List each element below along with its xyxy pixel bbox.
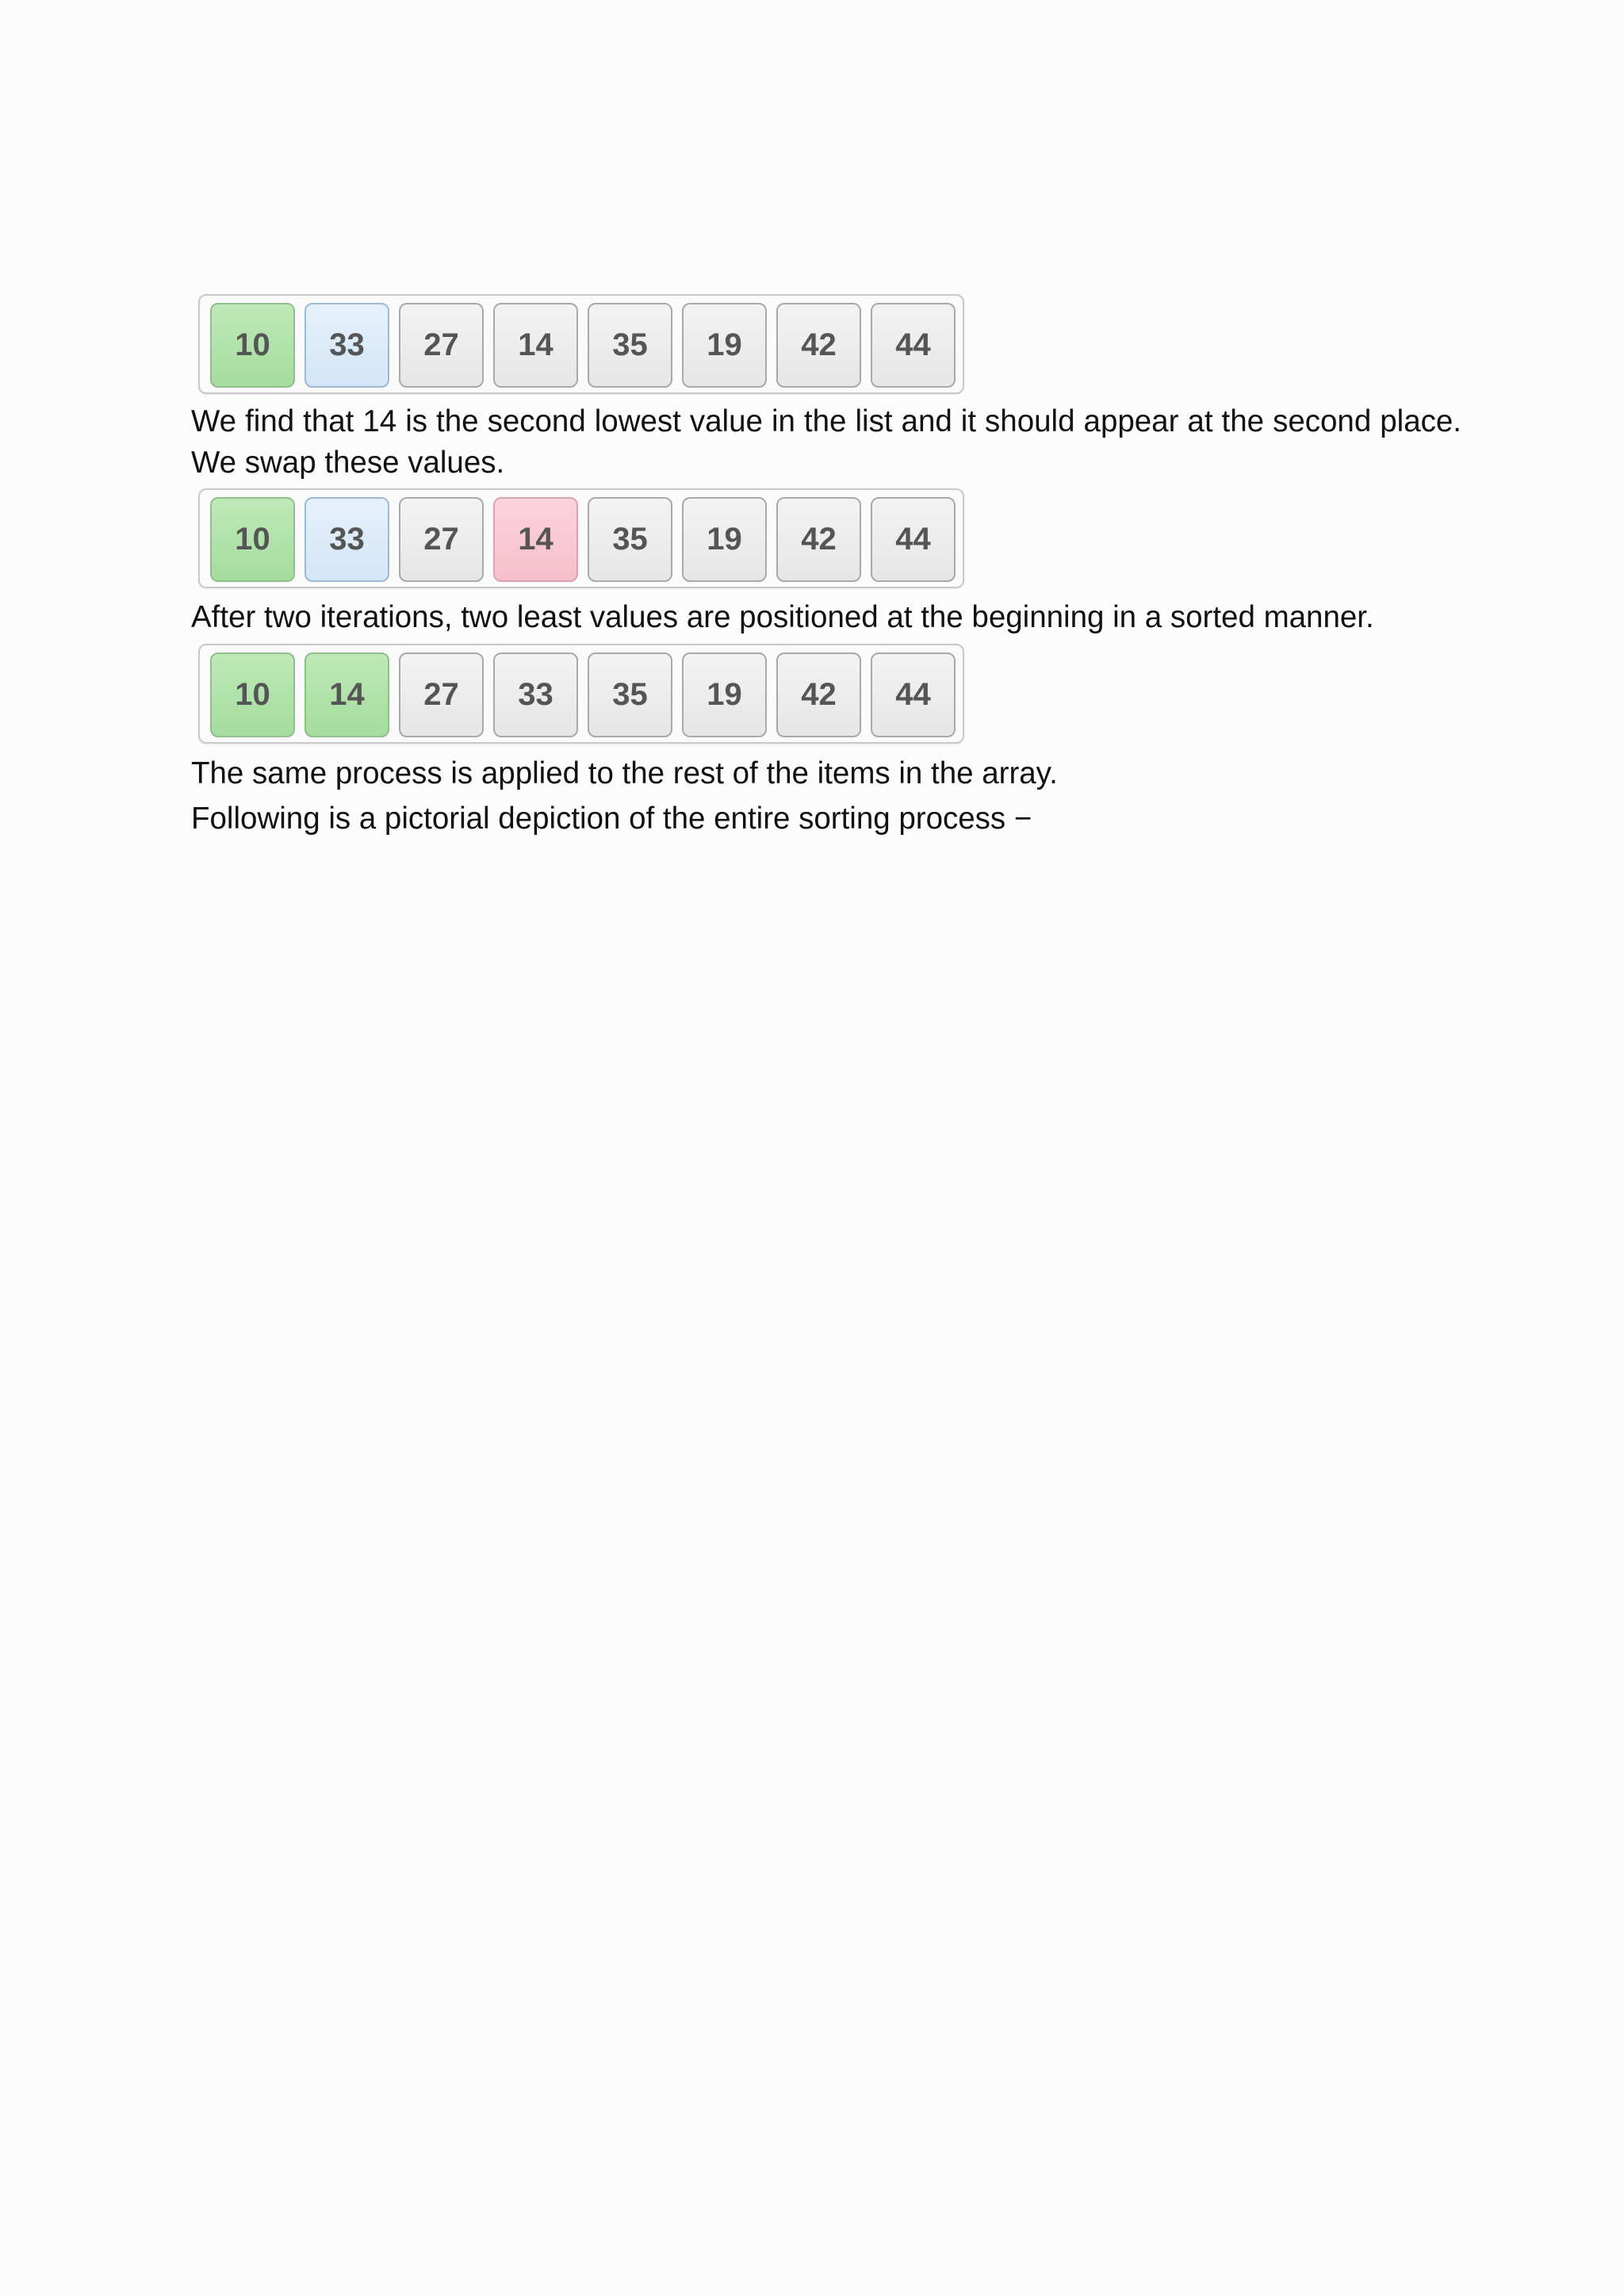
array-cell: 42 bbox=[776, 652, 861, 737]
array-cell: 35 bbox=[588, 497, 672, 582]
paragraph-two-iterations: After two iterations, two least values are positioned at the beginning in a sorted manner. bbox=[191, 600, 1374, 634]
array-cell: 10 bbox=[210, 652, 295, 737]
paragraph-following: Following is a pictorial depiction of the entire sorting process − bbox=[191, 802, 1032, 836]
array-cell: 42 bbox=[776, 303, 861, 388]
array-cell: 19 bbox=[682, 303, 767, 388]
array-cell: 33 bbox=[304, 497, 389, 582]
array-cell: 10 bbox=[210, 497, 295, 582]
array-cell: 35 bbox=[588, 652, 672, 737]
array-strip-1 bbox=[198, 294, 964, 394]
array-cell: 44 bbox=[871, 497, 956, 582]
array-cell: 27 bbox=[399, 652, 484, 737]
array-cell: 27 bbox=[399, 497, 484, 582]
array-cell: 10 bbox=[210, 303, 295, 388]
paragraph-second-lowest: We find that 14 is the second lowest value in the list and it should appear at the second place. We swap these values. bbox=[191, 404, 1461, 480]
array-cell: 44 bbox=[871, 652, 956, 737]
array-cell: 14 bbox=[304, 652, 389, 737]
array-cell: 14 bbox=[493, 303, 578, 388]
array-cell: 33 bbox=[304, 303, 389, 388]
array-cell: 27 bbox=[399, 303, 484, 388]
array-cell: 44 bbox=[871, 303, 956, 388]
array-cell: 14 bbox=[493, 497, 578, 582]
array-cell: 35 bbox=[588, 303, 672, 388]
paragraph-same-process: The same process is applied to the rest of the items in the array. bbox=[191, 756, 1058, 790]
array-cell: 19 bbox=[682, 652, 767, 737]
array-cell: 33 bbox=[493, 652, 578, 737]
array-strip-3 bbox=[198, 644, 964, 744]
array-cell: 42 bbox=[776, 497, 861, 582]
array-strip-2 bbox=[198, 488, 964, 588]
array-cell: 19 bbox=[682, 497, 767, 582]
